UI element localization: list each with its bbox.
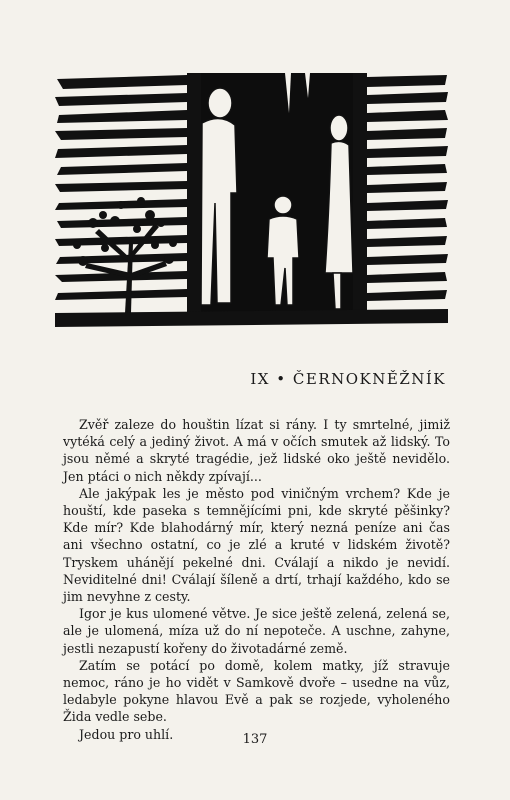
chapter-number: IX xyxy=(250,370,270,388)
chapter-name: ČERNOKNĚŽNÍK xyxy=(292,370,446,388)
paragraph: Ale jakýpak les je město pod viničným vrchem? Kde je houští, kde paseka s temnějícími pni, kde skryté pěšinky? Kde mír? Kde blahodárný mír, který nezná peníze ani čas ani všechno ostatní, co je zlé a kruté v lidském životě? Tryskem uhánějí pekelné dni. Cválají a nikdo je nevidí. Neviditelné dni! Cválají šíleně a drtí, trhají každého, kdo se jim nevyhne z cesty. xyxy=(63,485,450,605)
chapter-separator: • xyxy=(276,370,287,388)
woodcut-illustration xyxy=(55,73,448,328)
body-text xyxy=(63,416,450,743)
paragraph: Zatím se potácí po domě, kolem matky, jíž stravuje nemoc, ráno je ho vidět v Samkově dvoře – usedne na vůz, ledabyle pokyne hlavou Evě a pak se rozjede, vyholeného Žida vedle sebe. xyxy=(63,657,450,725)
paragraph: Zvěř zaleze do houštin lízat si rány. I ty smrtelné, jimiž vytéká celý a jediný život. A má v očích smutek až lidský. To jsou němé a skryté tragédie, jež lidské oko ještě nevidělo. Jen ptáci o nich někdy zpívají... xyxy=(63,417,450,484)
chapter-title xyxy=(250,370,446,388)
paragraph: Igor je kus ulomené větve. Je sice ještě zelená, zelená se, ale je ulomená, míza už do ní nepoteče. A uschne, zahyne, jestli nezapustí kořeny do životadárné země. xyxy=(63,606,450,656)
paragraph: Jedou pro uhlí. xyxy=(79,726,174,742)
page-number: 137 xyxy=(242,732,268,747)
